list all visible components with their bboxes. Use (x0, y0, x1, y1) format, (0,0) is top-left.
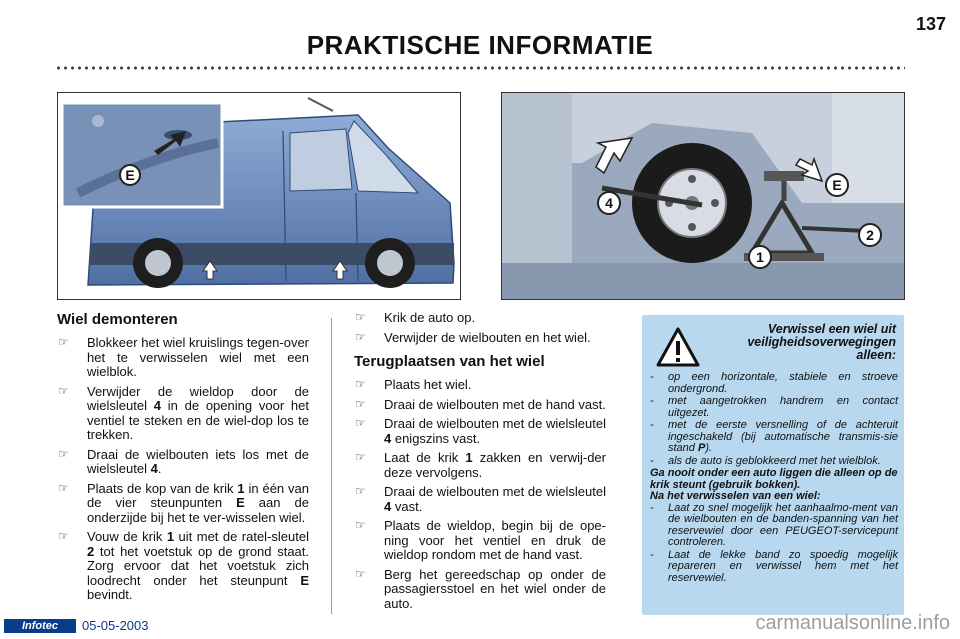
bold-reference: 4 (153, 398, 161, 413)
figure-label-e: E (832, 177, 842, 193)
dash-marker: - (650, 548, 654, 561)
page-title: PRAKTISCHE INFORMATIE (306, 30, 654, 60)
list-item (354, 417, 606, 446)
bold-reference: E (300, 572, 309, 588)
text-run: met aangetrokken handrem en contact uitgezet. (668, 395, 898, 419)
safety-warning-box (642, 315, 904, 615)
warning-item (650, 396, 898, 419)
pointing-hand-icon: ☞ (58, 383, 69, 398)
warning-item (650, 420, 898, 455)
bold-reference: 4 (384, 430, 392, 446)
pointing-hand-icon: ☞ (58, 335, 69, 349)
step-list (354, 378, 606, 611)
pointing-hand-icon: ☞ (355, 450, 366, 464)
text-run: zakken en verwij-der deze vervolgens. (384, 450, 606, 480)
bold-reference: 1 (237, 480, 245, 496)
infotec-logo: Infotec (4, 619, 76, 633)
text-run: Verwijder de wielbouten en het wiel. (384, 329, 591, 345)
text-run: Laat de lekke band zo spoedig mogelijk repareren en verwissel hem met het reservewiel. (668, 548, 898, 584)
text-run: Vouw de krik (87, 529, 167, 544)
text-run: Plaats de kop van de krik (87, 480, 238, 496)
text-run: vast. (391, 498, 423, 514)
list-item (354, 378, 606, 393)
text-run: Ga nooit onder een auto liggen die alleen op de krik steunt (gebruik bokken). (650, 467, 898, 491)
bold-reference: 1 (465, 450, 473, 465)
figure-label-4: 4 (605, 195, 613, 211)
bold-reference: 2 (87, 543, 95, 559)
text-run: tot het voetstuk op de grond staat. Zorg ervoor dat het voetstuk zich loodrecht onder het steunpunt (87, 543, 309, 588)
section-heading: Wiel demonteren (57, 311, 178, 328)
pointing-hand-icon: ☞ (58, 446, 69, 461)
pointing-hand-icon: ☞ (355, 566, 366, 581)
bold-reference: 4 (384, 498, 392, 514)
column-divider (331, 318, 332, 614)
list-item (57, 385, 309, 443)
list-item (354, 519, 606, 563)
bold-reference: 1 (166, 529, 175, 544)
pointing-hand-icon: ☞ (355, 416, 366, 430)
step-list (57, 336, 309, 603)
pointing-hand-icon: ☞ (355, 329, 366, 344)
text-run: als de auto is geblokkeerd met het wielblok. (668, 454, 881, 467)
figure-label-e: E (125, 167, 135, 183)
pointing-hand-icon: ☞ (355, 396, 366, 411)
text-run: Draai de wielbouten met de wielsleutel (384, 484, 606, 499)
text-run: Na het verwisselen van een wiel: (650, 490, 821, 502)
text-run: met de eerste versnelling of de achteruit ingeschakeld (bij automatische transmis-sie stand (668, 419, 898, 454)
warning-list (650, 372, 898, 585)
text-run: Blokkeer het wiel kruislings tegen-over het te verwisselen wiel met een wielblok. (87, 335, 309, 379)
text-run: Plaats het wiel. (384, 377, 472, 392)
dash-marker: - (650, 395, 654, 407)
dash-marker: - (650, 501, 654, 514)
list-item (354, 311, 606, 326)
text-run: in de opening voor het ventiel te steken en de wiel-dop los te trekken. (87, 398, 309, 442)
list-item (57, 482, 309, 526)
list-item (354, 568, 606, 612)
text-run: aan de onderzijde bij het te ver-wisselen wiel. (87, 495, 309, 525)
list-item (57, 336, 309, 380)
pointing-hand-icon: ☞ (58, 480, 69, 495)
figure-label-1: 1 (756, 249, 764, 265)
text-run: Draai de wielbouten met de hand vast. (384, 396, 606, 412)
footer-date: 05-05-2003 (82, 618, 149, 633)
dash-marker: - (650, 454, 654, 467)
text-run: Plaats de wieldop, begin bij de ope-ning voor het ventiel en druk de wieldop rondom met de hand vast. (384, 518, 606, 562)
pointing-hand-icon: ☞ (355, 484, 366, 498)
list-item (354, 398, 606, 413)
warning-item (650, 372, 898, 395)
list-item (57, 448, 309, 477)
warning-title: Verwissel een wiel uit veiligheidsoverwegingen alleen: (747, 322, 896, 362)
pointing-hand-icon: ☞ (355, 377, 366, 391)
text-run: uit met de ratel-sleutel (174, 529, 309, 544)
bold-reference: P (697, 442, 706, 454)
dash-marker: - (650, 371, 654, 383)
text-run: enigszins vast. (391, 430, 481, 446)
text-run: ). (705, 442, 713, 454)
pointing-hand-icon: ☞ (58, 529, 69, 543)
text-run: . (157, 461, 162, 476)
text-run: Krik de auto op. (384, 310, 476, 325)
text-run: Draai de wielbouten iets los met de wielsleutel (87, 446, 309, 476)
list-item (354, 451, 606, 480)
text-run: Laat de krik (384, 450, 466, 465)
page-number: 137 (915, 14, 946, 34)
bold-reference: E (236, 495, 245, 510)
figure-label-2: 2 (866, 227, 874, 243)
section-remove-wheel (57, 311, 309, 608)
list-item (57, 530, 309, 603)
text-run: Draai de wielbouten met de wielsleutel (384, 416, 606, 431)
list-item (354, 331, 606, 346)
pointing-hand-icon: ☞ (355, 310, 366, 324)
text-run: Berg het gereedschap op onder de passagiersstoel en het wiel onder de auto. (384, 566, 606, 611)
warning-item (650, 550, 898, 585)
watermark: carmanualsonline.info (755, 612, 950, 634)
warning-triangle-icon (656, 327, 700, 372)
jack-illustration (501, 92, 905, 300)
text-run: in één van de vier steunpunten (87, 480, 309, 510)
dash-marker: - (650, 419, 654, 431)
section-refit-wheel (354, 311, 606, 616)
text-run: Verwijder de wieldop door de wielsleutel (87, 383, 309, 413)
step-list (354, 311, 606, 345)
text-run: bevindt. (87, 587, 133, 602)
title-dotted-rule (55, 66, 905, 70)
list-item (354, 485, 606, 514)
section-heading: Terugplaatsen van het wiel (354, 353, 545, 370)
warning-item (650, 456, 898, 468)
van-illustration (57, 92, 461, 300)
warning-note (650, 468, 898, 491)
bold-reference: 4 (150, 461, 158, 476)
text-run: Laat zo snel mogelijk het aanhaalmo-ment van de wielbouten en de banden-spanning van het reservewiel door een PEUGEOT-servicepunt controleren. (668, 501, 898, 548)
text-run: op een horizontale, stabiele en stroeve ondergrond. (668, 371, 898, 395)
warning-item (650, 503, 898, 549)
pointing-hand-icon: ☞ (355, 518, 366, 532)
